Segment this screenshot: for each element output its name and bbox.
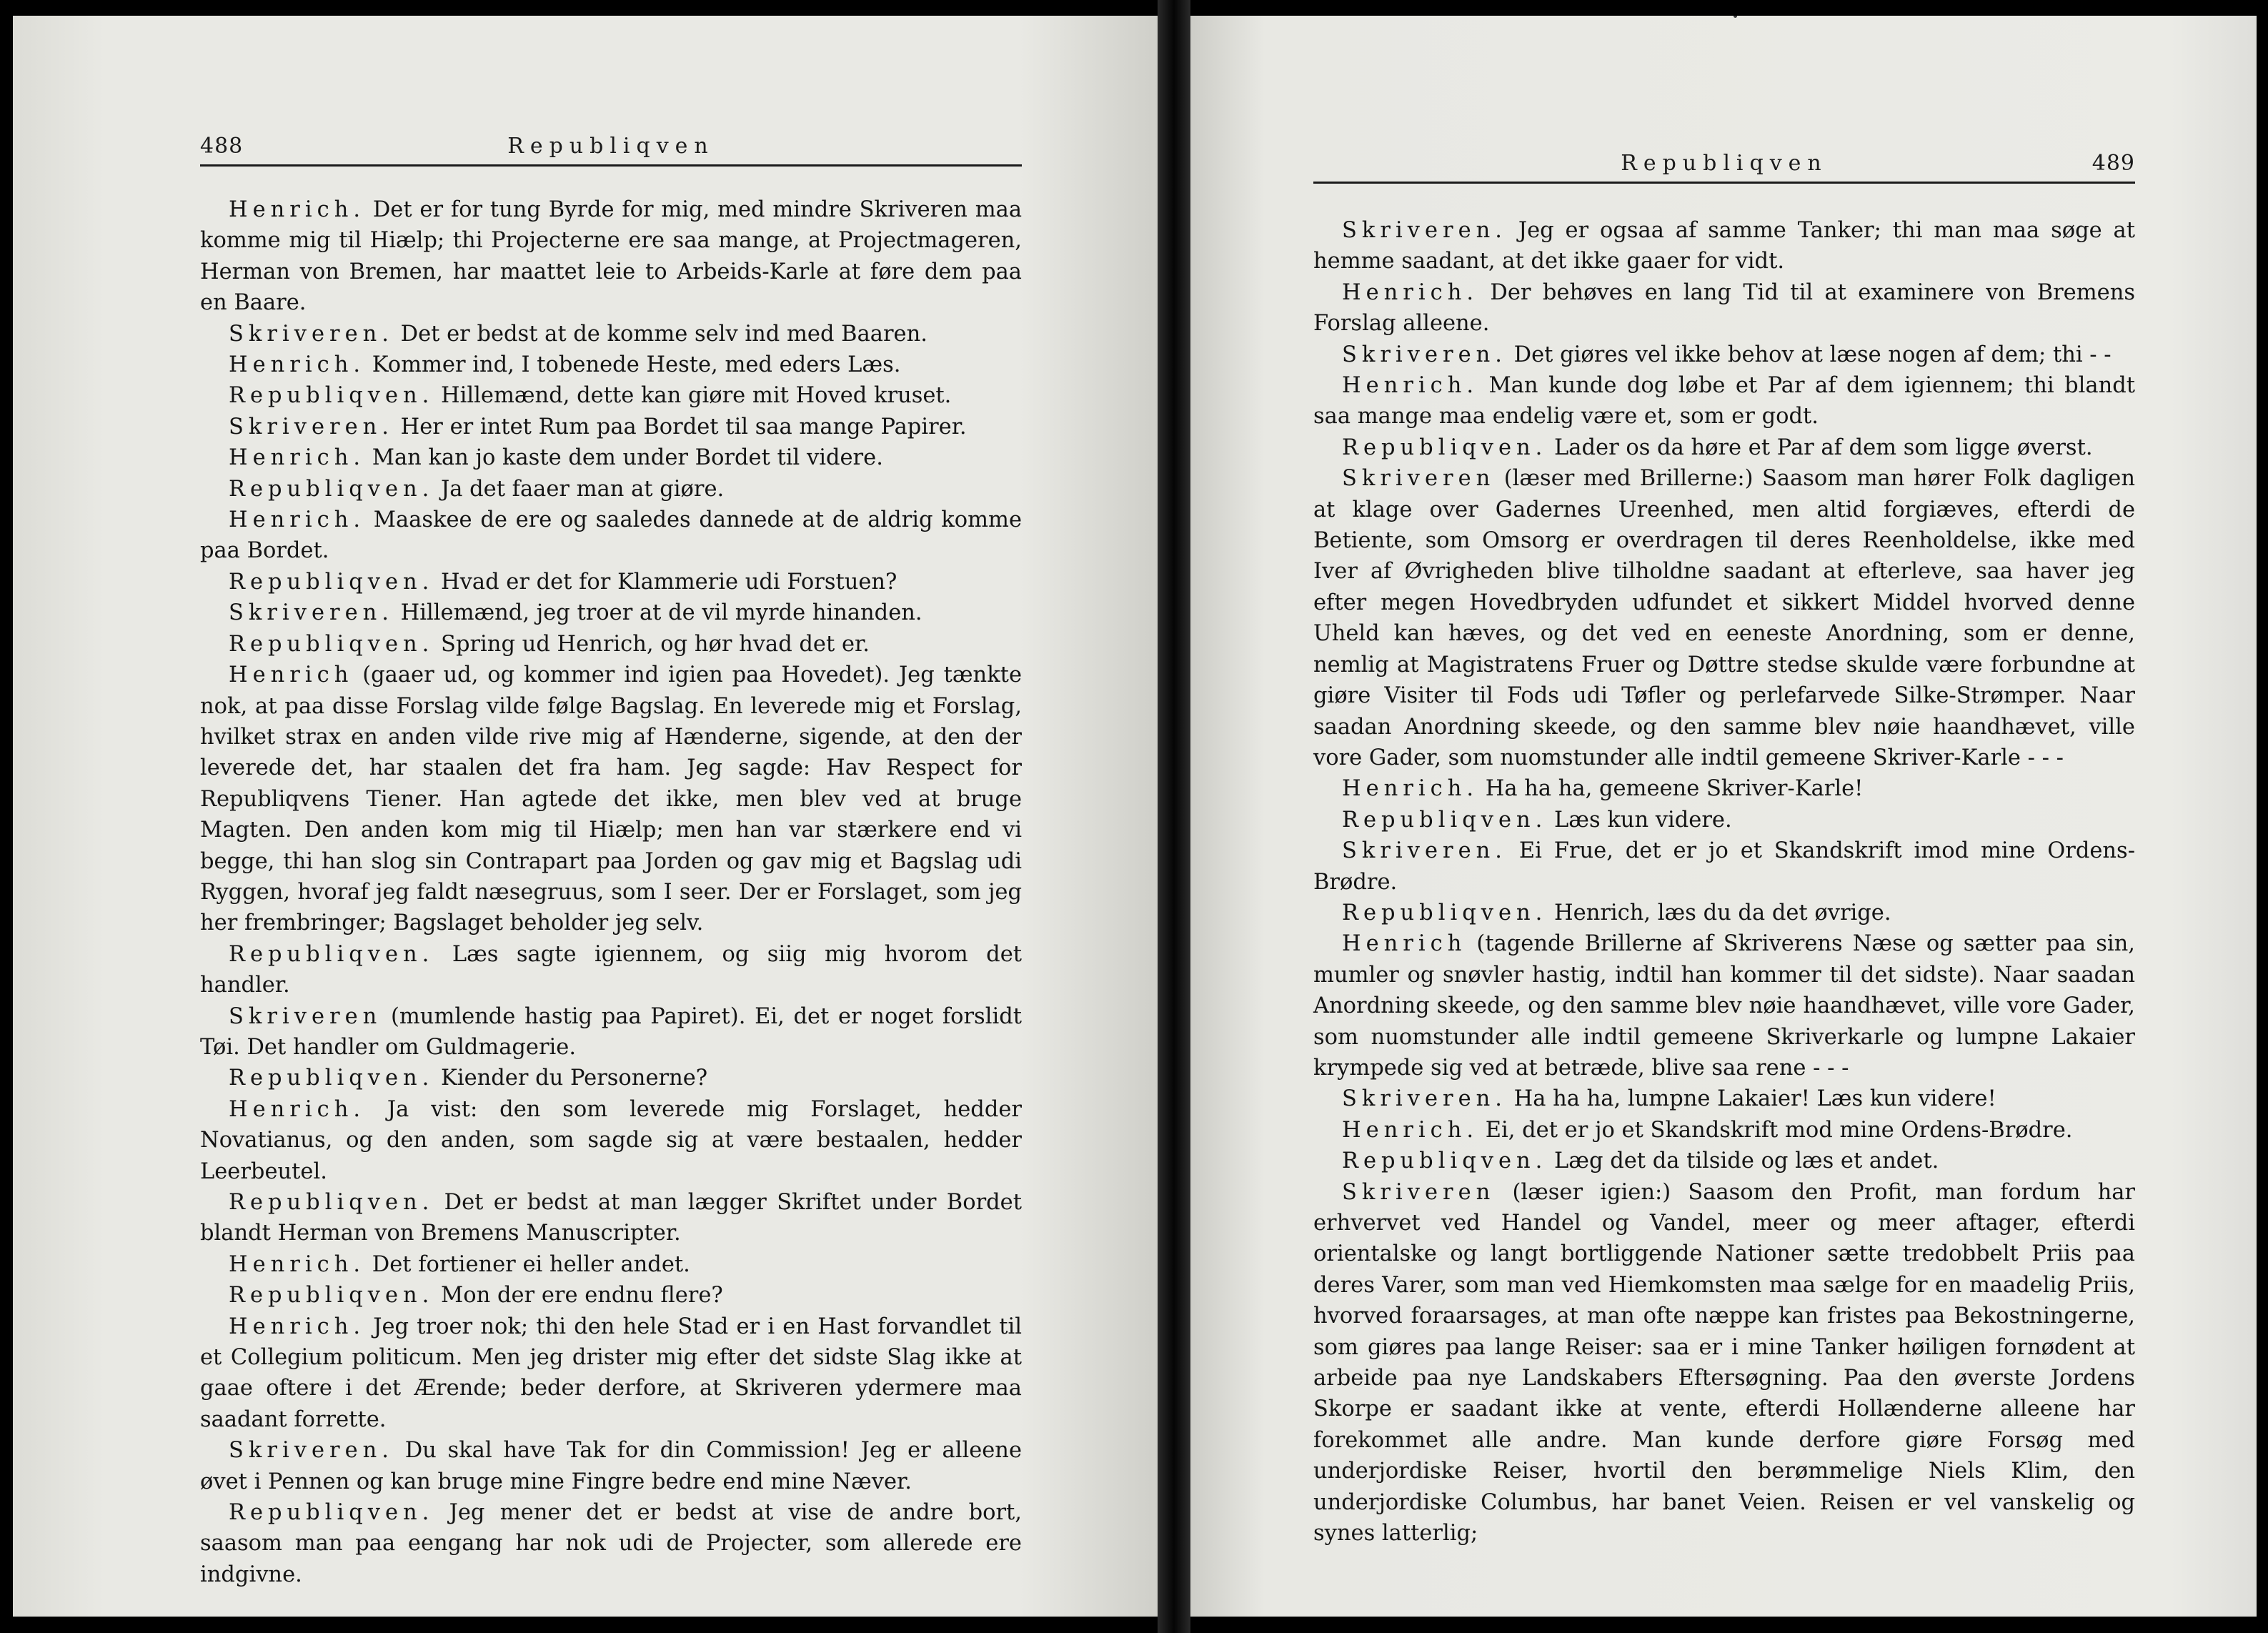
speaker-name: Henrich	[1342, 931, 1467, 957]
speaker-name: Henrich.	[229, 1096, 366, 1122]
speaker-name: Skriveren	[1342, 466, 1496, 492]
dialogue-paragraph	[1313, 898, 2135, 928]
speech-text: Kiender du Personerne?	[434, 1066, 708, 1091]
dialogue-paragraph	[200, 194, 1022, 319]
speaker-name: Republiqven.	[229, 1283, 434, 1309]
dialogue-paragraph	[1313, 370, 2135, 432]
speech-text: (gaaer ud, og kommer ind igien paa Hovedet). Jeg tænkte nok, at paa disse Forslag vilde følge Bagslag. En leverede mig et Forslag, hvilket strax en anden vilde rive mig af Hænderne, sigende, at den der leverede det, har staalen det fra ham. Jeg sagde: Hav Respect for Republiqvens Tiener. Han agtede det ikke, men blev ved at bruge Magten. Den anden kom mig til Hiælp; men han var stærkere end vi begge, thi han slog sin Contrapart paa Jorden og gav mig et Bagslag udi Ryggen, hvoraf jeg faldt næsegruus, som I seer. Der er Forslaget, som jeg her frembringer; Bagslaget beholder jeg selv.	[200, 662, 1022, 936]
dialogue-paragraph	[200, 1094, 1022, 1187]
speaker-name: Skriveren.	[229, 321, 394, 347]
speaker-name: Henrich.	[229, 507, 366, 533]
dialogue-paragraph	[1313, 1115, 2135, 1146]
speaker-name: Henrich.	[1342, 1117, 1479, 1143]
speech-text: Mon der ere endnu flere?	[434, 1283, 723, 1309]
dialogue-paragraph	[200, 1311, 1022, 1436]
speech-text: (læser igien:) Saasom den Profit, man fordum har erhvervet ved Handel og Vandel, meer og meer aftager, efterdi orientalske og langt bortliggende Nationer sætte tredobbelt Priis paa deres Varer, som man ved Hiemkomsten maa sælge for en maadelig Priis, hvorved foraarsages, at man ofte næppe kan fristes paa Bekostningerne, som giøres paa lange Reiser: saa er i mine Tanker høiligen fornødent at arbeide paa nye Landskabers Eftersøgning. Paa den øverste Jordens Skorpe er saadant ikke at vente, efterdi Hollænderne alleene har forekommet alle andre. Man kunde derfore giøre Forsøg med underjordiske Reiser, hvortil den berømmelige Niels Klim, den underjordiske Columbus, har banet Veien. Reisen er vel vanskelig og synes latterlig;	[1313, 1179, 2135, 1547]
speaker-name: Henrich.	[229, 352, 366, 378]
running-title: Republiqven	[1621, 151, 1828, 176]
dialogue-paragraph	[200, 505, 1022, 567]
dialogue-paragraph	[1313, 1146, 2135, 1176]
dialogue-paragraph	[200, 597, 1022, 628]
dialogue-paragraph	[1313, 928, 2135, 1083]
speaker-name: Republiqven.	[229, 569, 434, 595]
speech-text: Ha ha ha, gemeene Skriver-Karle!	[1478, 776, 1864, 802]
speech-text: (læser med Brillerne:) Saasom man hører Folk dagligen at klage over Gadernes Ureenhed, men altid forgiæves, efterdi de Betiente, som Omsorg er overdragen til deres Reenholdelse, ikke med Iver af Øvrigheden blive tilholdne saadant at efterleve, saa haver jeg efter megen Hovedbryden udfundet et sikkert Middel hvorved denne Uheld kan hæves, og det ved en eeneste Anordning, som er denne, nemlig at Magistratens Fruer og Døttre stedse skulde være forbundne at giøre Visiter til Fods udi Tøfler og perlefarvede Silke-Strømper. Naar saadan Anordning skeede, og den samme blev nøie haandhævet, ville vore Gader, som nuomstunder alle indtil gemeene Skriver-Karle - - -	[1313, 466, 2135, 770]
book-gutter	[1158, 0, 1190, 1633]
dialogue-paragraph	[200, 474, 1022, 505]
dialogue-paragraph	[1313, 277, 2135, 339]
dialogue-paragraph	[1313, 773, 2135, 804]
speech-text: Her er intet Rum paa Bordet til saa mange Papirer.	[393, 414, 967, 440]
dialogue-paragraph	[1313, 432, 2135, 463]
dialogue-paragraph	[200, 412, 1022, 442]
page-header	[200, 121, 1022, 167]
speech-text: Du skal have Tak for din Commission! Jeg er alleene øvet i Pennen og kan bruge mine Fingre bedre end mine Næver.	[200, 1438, 1022, 1494]
dialogue-paragraph	[1313, 1177, 2135, 1549]
speech-text: (tagende Brillerne af Skriverens Næse og sætter paa sin, mumler og snøvler hastig, indtil han kommer til det sidste). Naar saadan Anordning skeede, og den samme blev nøie haandhævet, ville vore Gader, som nuomstunder alle indtil gemeene Skriverkarle og lumpne Lakaier krympede sig ved at betræde, blive saa rene - - -	[1313, 931, 2135, 1081]
speech-text: Hillemænd, jeg troer at de vil myrde hinanden.	[393, 600, 922, 626]
speech-text: Ha ha ha, lumpne Lakaier! Læs kun videre!	[1506, 1086, 1996, 1112]
dialogue-paragraph	[200, 567, 1022, 597]
speaker-name: Republiqven.	[229, 1500, 434, 1526]
speaker-name: Henrich.	[229, 445, 366, 471]
left-page	[13, 16, 1158, 1617]
speech-text: Læg det da tilside og læs et andet.	[1547, 1148, 1939, 1174]
speech-text: Ei Frue, det er jo et Skandskrift imod mine Ordens-Brødre.	[1313, 838, 2135, 895]
speaker-name: Republiqven.	[229, 1066, 434, 1091]
speech-text: Man kunde dog løbe et Par af dem igiennem; thi blandt saa mange maa endelig være et, som er godt.	[1313, 373, 2135, 430]
speech-text: Der behøves en lang Tid til at examinere von Bremens Forslag alleene.	[1313, 279, 2135, 337]
dialogue-paragraph	[200, 1187, 1022, 1249]
speech-text: Hillemænd, dette kan giøre mit Hoved kruset.	[434, 383, 952, 409]
speaker-name: Republiqven.	[229, 383, 434, 409]
dialogue-paragraph	[200, 442, 1022, 473]
speaker-name: Henrich.	[1342, 776, 1479, 802]
speaker-name: Republiqven.	[1342, 807, 1548, 833]
speaker-name: Skriveren.	[1342, 1086, 1507, 1112]
dialogue-paragraph	[200, 1249, 1022, 1280]
speech-text: Læs kun videre.	[1547, 807, 1732, 833]
speaker-name: Henrich.	[1342, 279, 1479, 305]
speaker-name: Republiqven.	[229, 1190, 434, 1215]
right-page	[1190, 16, 2257, 1617]
speech-text: Man kan jo kaste dem under Bordet til videre.	[365, 445, 883, 471]
dialogue-paragraph	[200, 319, 1022, 349]
speech-text: Det fortiener ei heller andet.	[365, 1251, 690, 1277]
dialogue-paragraph	[1313, 805, 2135, 835]
speech-text: Hvad er det for Klammerie udi Forstuen?	[434, 569, 897, 595]
speaker-name: Skriveren.	[229, 600, 394, 626]
page-body-text	[200, 194, 1022, 1590]
speech-text: Det er bedst at man lægger Skriftet under Bordet blandt Herman von Bremens Manuscripter.	[200, 1190, 1022, 1246]
dialogue-paragraph	[1313, 463, 2135, 773]
speech-text: Ja det faaer man at giøre.	[434, 476, 725, 502]
speech-text: Henrich, læs du da det øvrige.	[1547, 900, 1891, 925]
speaker-name: Republiqven.	[1342, 435, 1548, 460]
speaker-name: Republiqven.	[1342, 900, 1548, 925]
speaker-name: Skriveren.	[229, 414, 394, 440]
speaker-name: Republiqven.	[229, 476, 434, 502]
speech-text: Det er for tung Byrde for mig, med mindre Skriveren maa komme mig til Hiælp; thi Projecterne ere saa mange, at Projectmageren, Herman von Bremen, har maattet leie to Arbeids-Karle at føre dem paa en Baare.	[200, 197, 1022, 316]
speech-text: Læs sagte igiennem, og siig mig hvorom det handler.	[200, 941, 1022, 998]
dialogue-paragraph	[200, 1497, 1022, 1590]
speaker-name: Henrich.	[229, 1251, 366, 1277]
dialogue-paragraph	[200, 1435, 1022, 1497]
speaker-name: Skriveren.	[1342, 218, 1507, 243]
dialogue-paragraph	[200, 349, 1022, 380]
speaker-name: Republiqven.	[229, 631, 434, 657]
speaker-name: Skriveren.	[1342, 342, 1507, 367]
speaker-name: Skriveren.	[229, 1438, 394, 1464]
dialogue-paragraph	[200, 380, 1022, 411]
page-number: 488	[200, 134, 244, 159]
speech-text: Jeg er ogsaa af samme Tanker; thi man maa søge at hemme saadant, at det ikke gaaer for vidt.	[1313, 218, 2135, 274]
dialogue-paragraph	[200, 629, 1022, 660]
speech-text: Ja vist: den som leverede mig Forslaget, hedder Novatianus, og den anden, som sagde sig at være bestaalen, hedder Leerbeutel.	[200, 1096, 1022, 1184]
speech-text: Ei, det er jo et Skandskrift mod mine Ordens-Brødre.	[1478, 1117, 2073, 1143]
dialogue-paragraph	[200, 1280, 1022, 1311]
speech-text: Det giøres vel ikke behov at læse nogen af dem; thi - -	[1506, 342, 2112, 367]
dialogue-paragraph	[1313, 1083, 2135, 1114]
speech-text: Det er bedst at de komme selv ind med Baaren.	[393, 321, 927, 347]
speaker-name: Henrich.	[229, 1314, 366, 1339]
speaker-name: Skriveren	[1342, 1179, 1496, 1205]
speaker-name: Henrich.	[229, 197, 366, 222]
speech-text: Kommer ind, I tobenede Heste, med eders Læs.	[365, 352, 901, 378]
speaker-name: Republiqven.	[229, 941, 434, 967]
running-title: Republiqven	[507, 134, 715, 159]
speaker-name: Republiqven.	[1342, 1148, 1548, 1174]
speaker-name: Skriveren	[229, 1003, 382, 1029]
dialogue-paragraph	[200, 660, 1022, 939]
speaker-name: Skriveren.	[1342, 838, 1507, 864]
paper-speck	[1734, 16, 1737, 18]
dialogue-paragraph	[1313, 339, 2135, 370]
page-header	[1313, 139, 2135, 184]
page-body-text	[1313, 215, 2135, 1549]
speech-text: Jeg troer nok; thi den hele Stad er i en Hast forvandlet til et Collegium politicum. Men jeg drister mig efter det sidste Slag ikke at gaae oftere i det Ærende; beder derfore, at Skriveren ydermere maa saadant forrette.	[200, 1314, 1022, 1432]
speech-text: Jeg mener det er bedst at vise de andre bort, saasom man paa eengang har nok udi de Projecter, som allerede ere indgivne.	[200, 1500, 1022, 1587]
speaker-name: Henrich.	[1342, 373, 1479, 399]
speaker-name: Henrich	[229, 662, 354, 688]
dialogue-paragraph	[1313, 215, 2135, 277]
page-number: 489	[2092, 151, 2135, 176]
speech-text: Maaskee de ere og saaledes dannede at de aldrig komme paa Bordet.	[200, 507, 1022, 564]
dialogue-paragraph	[1313, 835, 2135, 898]
speech-text: Lader os da høre et Par af dem som ligge øverst.	[1547, 435, 2093, 460]
dialogue-paragraph	[200, 1001, 1022, 1063]
dialogue-paragraph	[200, 1063, 1022, 1093]
speech-text: Spring ud Henrich, og hør hvad det er.	[434, 631, 870, 657]
speech-text: (mumlende hastig paa Papiret). Ei, det er noget forslidt Tøi. Det handler om Guldmagerie.	[200, 1003, 1022, 1060]
dialogue-paragraph	[200, 939, 1022, 1001]
